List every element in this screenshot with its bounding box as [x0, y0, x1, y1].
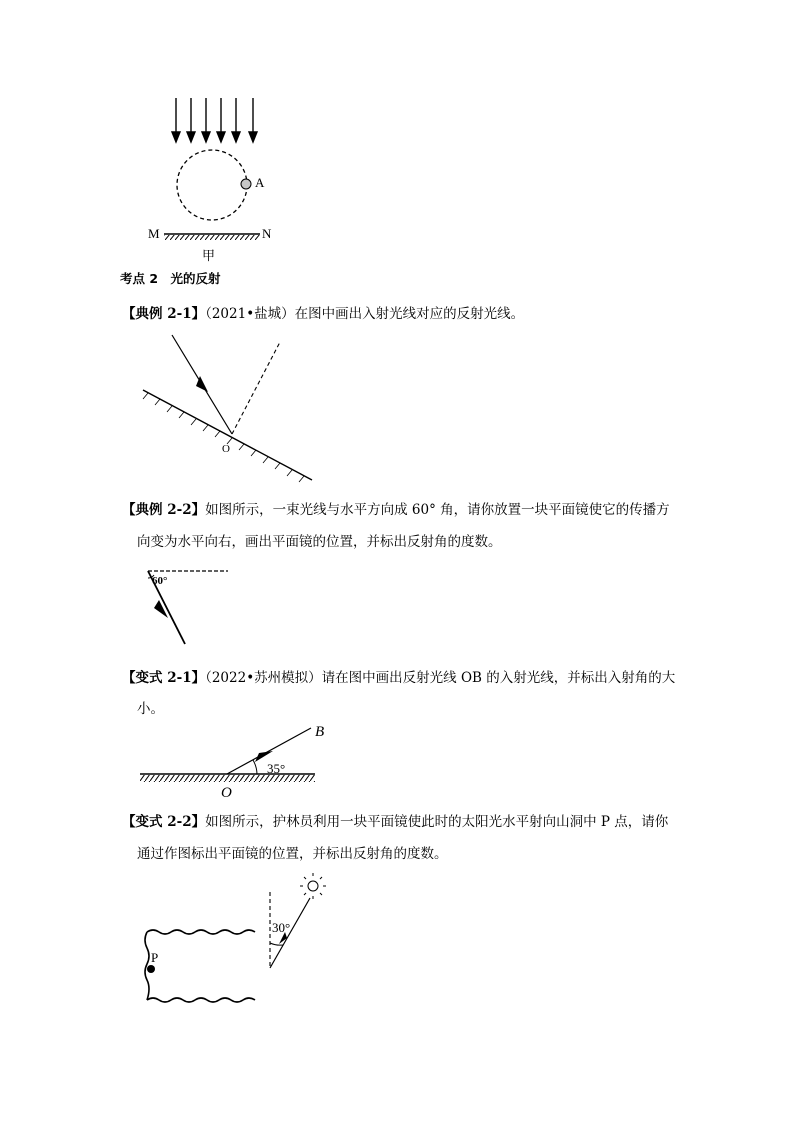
label-m: M — [148, 226, 160, 241]
cave-bottom-edge — [147, 998, 255, 1002]
figure-caption: 甲 — [202, 249, 216, 264]
sun-icon — [300, 873, 326, 899]
point-p — [147, 965, 155, 973]
figure-v2-2 — [135, 870, 335, 1010]
label-b: B — [315, 724, 325, 740]
figure-jia — [140, 90, 300, 265]
cave-top-edge — [147, 930, 255, 934]
angle-arc — [253, 760, 257, 774]
label-a: A — [255, 175, 265, 190]
mirror-hatching — [143, 393, 304, 482]
question-tag: 【典例 2-2】 — [122, 502, 206, 518]
figure-2-2 — [140, 562, 240, 652]
question-text: （2022•苏州模拟）请在图中画出反射光线 OB 的入射光线，并标出入射角的大 — [205, 670, 676, 686]
angle-label: 60° — [152, 575, 168, 587]
question-text: 如图所示，护林员利用一块平面镜使此时的太阳光水平射向山洞中 P 点，请你 — [205, 814, 669, 830]
variant-2-1 — [122, 666, 675, 686]
angle-label: 30° — [272, 920, 291, 935]
label-p: P — [151, 950, 159, 965]
angle-arc — [270, 943, 283, 945]
light-rays — [172, 98, 257, 142]
question-2-2-line2: 向变为水平向右，画出平面镜的位置，并标出反射角的度数。 — [137, 534, 502, 550]
variant-2-2-line2: 通过作图标出平面镜的位置，并标出反射角的度数。 — [137, 846, 448, 862]
mirror-hatch — [164, 235, 260, 240]
ray-arrow — [154, 600, 168, 618]
mirror-hatch — [140, 775, 315, 782]
question-2-1 — [122, 302, 524, 322]
figure-2-1 — [140, 330, 320, 485]
dashed-line — [232, 342, 280, 434]
ball-a — [241, 179, 251, 189]
question-tag: 【变式 2-1】 — [122, 670, 206, 686]
variant-2-1-line2: 小。 — [137, 701, 164, 717]
label-n: N — [262, 226, 272, 241]
question-tag: 【变式 2-2】 — [122, 814, 206, 830]
label-o: O — [221, 785, 232, 801]
variant-2-2 — [122, 810, 668, 830]
angle-label: 35° — [267, 761, 286, 776]
dashed-circle — [177, 150, 247, 220]
mirror-surface — [143, 390, 312, 480]
question-text: （2021•盐城）在图中画出入射光线对应的反射光线。 — [205, 306, 525, 322]
question-2-2 — [122, 498, 670, 518]
label-o: O — [222, 443, 230, 455]
question-text: 如图所示，一束光线与水平方向成 60° 角，请你放置一块平面镜使它的传播方 — [205, 502, 670, 518]
figure-v2-1 — [135, 718, 335, 803]
question-tag: 【典例 2-1】 — [122, 306, 206, 322]
section-title: 考点 2 光的反射 — [120, 271, 221, 286]
